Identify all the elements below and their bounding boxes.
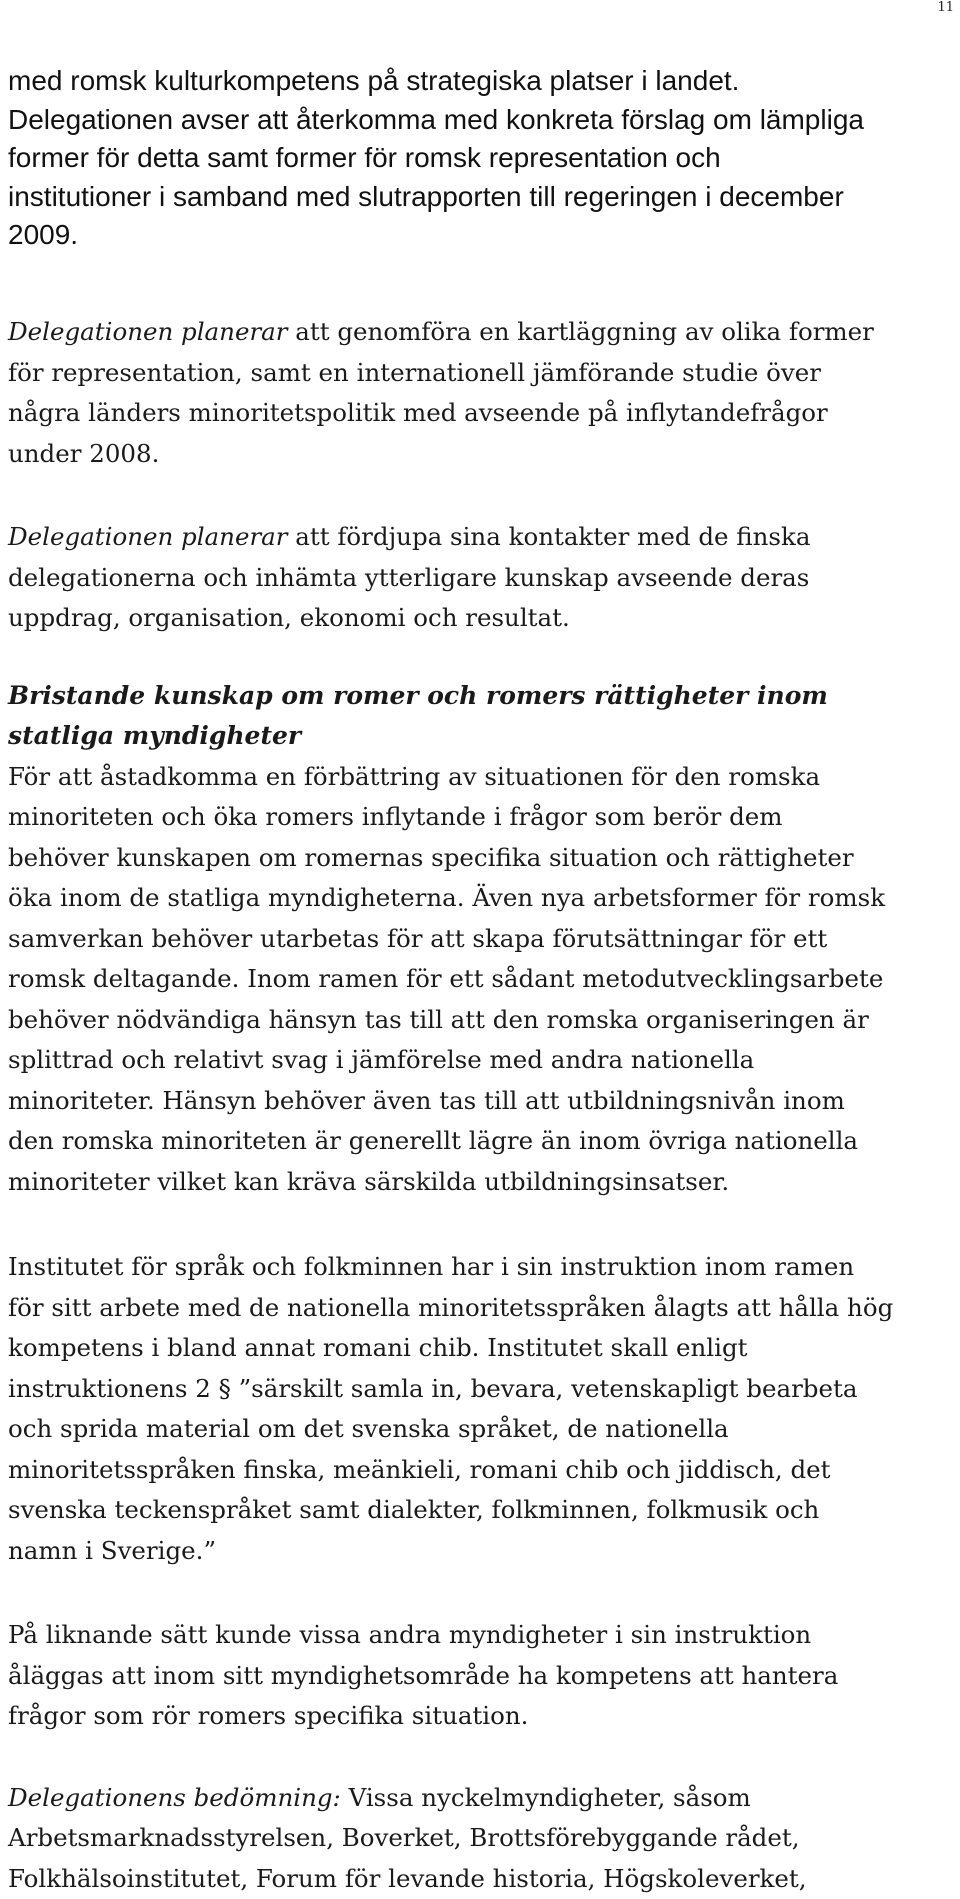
text-line: Folkhälsoinstitutet, Forum för levande historia, Högskoleverket, [8, 1859, 948, 1899]
text-line: Institutet för språk och folkminnen har i sin instruktion inom ramen [8, 1247, 948, 1288]
text-line: frågor som rör romers specifika situation. [8, 1696, 948, 1737]
text-line: Delegationen avser att återkomma med konkreta förslag om lämpliga [8, 101, 948, 140]
text-line: På liknande sätt kunde vissa andra myndigheter i sin instruktion [8, 1615, 948, 1656]
text-line: behöver nödvändiga hänsyn tas till att den romska organiseringen är [8, 1000, 948, 1041]
text-line: namn i Sverige.” [8, 1531, 948, 1572]
text-line: minoriteten och öka romers inflytande i frågor som berör dem [8, 797, 948, 838]
text-line [8, 1778, 948, 1819]
text-line: minoriteter. Hänsyn behöver även tas till att utbildningsnivån inom [8, 1081, 948, 1122]
intro-paragraph [8, 62, 948, 255]
italic-lead: Delegationen planerar [8, 317, 287, 346]
text-line: med romsk kulturkompetens på strategiska platser i landet. [8, 62, 948, 101]
heading-line: Bristande kunskap om romer och romers rättigheter inom [8, 676, 948, 717]
paragraph-assessment [8, 1778, 948, 1899]
text-line: för sitt arbete med de nationella minoritetsspråken ålagts att hålla hög [8, 1288, 948, 1329]
paragraph-other-authorities [8, 1615, 948, 1737]
text-line: under 2008. [8, 434, 948, 475]
text-line: behöver kunskapen om romernas specifika situation och rättigheter [8, 838, 948, 879]
text-line [8, 312, 948, 353]
text-line: några länders minoritetspolitik med avseende på inflytandefrågor [8, 393, 948, 434]
text-line: minoriteter vilket kan kräva särskilda utbildningsinsatser. [8, 1162, 948, 1203]
heading-line: statliga myndigheter [8, 716, 948, 757]
text-line: den romska minoriteten är generellt lägre än inom övriga nationella [8, 1121, 948, 1162]
paragraph-institute [8, 1247, 948, 1571]
text-line [8, 517, 948, 558]
text-line: samverkan behöver utarbetas för att skapa förutsättningar för ett [8, 919, 948, 960]
text-line: uppdrag, organisation, ekonomi och resultat. [8, 598, 948, 639]
text-line: instruktionens 2 § ”särskilt samla in, bevara, vetenskapligt bearbeta [8, 1369, 948, 1410]
paragraph-finnish-contacts [8, 517, 948, 639]
text-line: splittrad och relativt svag i jämförelse med andra nationella [8, 1040, 948, 1081]
text-line: Arbetsmarknadsstyrelsen, Boverket, Brottsförebyggande rådet, [8, 1818, 948, 1859]
text-line: minoritetsspråken finska, meänkieli, romani chib och jiddisch, det [8, 1450, 948, 1491]
line-rest: Vissa nyckelmyndigheter, såsom [341, 1783, 751, 1812]
line-rest: att fördjupa sina kontakter med de finska [287, 522, 810, 551]
text-line: institutioner i samband med slutrapporten till regeringen i december [8, 178, 948, 217]
text-line: åläggas att inom sitt myndighetsområde ha kompetens att hantera [8, 1656, 948, 1697]
italic-lead: Delegationens bedömning: [8, 1783, 341, 1812]
page-number: 11 [937, 0, 954, 15]
text-line: För att åstadkomma en förbättring av situationen för den romska [8, 757, 948, 798]
italic-lead: Delegationen planerar [8, 522, 287, 551]
text-line: romsk deltagande. Inom ramen för ett sådant metodutvecklingsarbete [8, 959, 948, 1000]
text-line: öka inom de statliga myndigheterna. Även nya arbetsformer för romsk [8, 878, 948, 919]
paragraph-survey-plan [8, 312, 948, 474]
document-body [8, 312, 948, 1899]
text-line: former för detta samt former för romsk representation och [8, 139, 948, 178]
text-line: för representation, samt en internationell jämförande studie över [8, 353, 948, 394]
text-line: kompetens i bland annat romani chib. Institutet skall enligt [8, 1328, 948, 1369]
line-rest: att genomföra en kartläggning av olika former [287, 317, 873, 346]
text-line: 2009. [8, 216, 948, 255]
paragraph-knowledge-gap [8, 757, 948, 1203]
text-line: svenska teckenspråket samt dialekter, folkminnen, folkmusik och [8, 1490, 948, 1531]
section-heading [8, 676, 948, 757]
text-line: delegationerna och inhämta ytterligare kunskap avseende deras [8, 558, 948, 599]
text-line: och sprida material om det svenska språket, de nationella [8, 1409, 948, 1450]
